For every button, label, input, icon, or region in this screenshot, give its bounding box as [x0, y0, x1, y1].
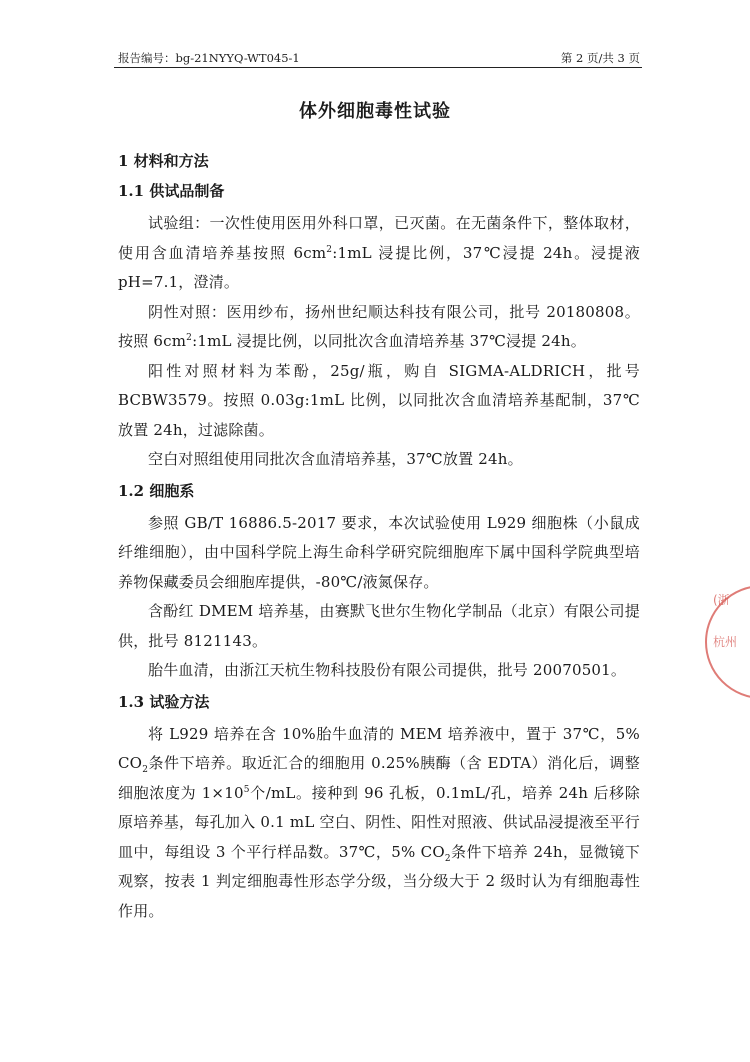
section-heading-1-2: 1.2 细胞系 [118, 481, 195, 500]
page-indicator: 第 2 页/共 3 页 [560, 51, 640, 65]
section-heading-1-1: 1.1 供试品制备 [118, 182, 225, 200]
paragraph-cell-line: 参照 GB/T 16886.5-2017 要求，本次试验使用 L929 细胞株（小鼠成纤维细胞），由中国科学院上海生命科学研究院细胞库下属中国科学院典型培养物保藏委员会细胞库提供，-80℃/液氮保存。 [118, 513, 640, 591]
paragraph-negative-control: 阴性对照：医用纱布，扬州世纪顺达科技有限公司，批号 20180808。按照 $6cm^2:1mL$ 浸提比例，以同批次含血清培养基 37℃浸提 24h。 [118, 302, 640, 350]
paragraph-blank-control: 空白对照组使用同批次含血清培养基，37℃放置 24h。 [148, 450, 523, 468]
header-divider [114, 67, 642, 68]
document-body [118, 149, 640, 926]
stamp-lettering: (浙 杭州 [713, 593, 738, 649]
paragraph-test-group: 试验组：一次性使用医用外科口罩，已灭菌。在无菌条件下，整体取材，使用含血清培养基按照 $6cm^2:1mL$ 浸提比例，37℃浸提 24h。浸提液 pH=7.1，澄清。 [118, 214, 640, 291]
section-heading-1-3: 1.3 试验方法 [118, 692, 210, 711]
document-title: 体外细胞毒性试验 [299, 101, 451, 122]
paragraph-positive-control: 阳性对照材料为苯酚，25g/瓶，购自 SIGMA-ALDRICH，批号 BCBW3579。按照 0.03g:1mL 比例，以同批次含血清培养基配制，37℃放置 24h，过滤除菌。 [118, 361, 640, 439]
section-heading-1: 1 材料和方法 [118, 152, 209, 170]
paragraph-serum: 胎牛血清，由浙江天杭生物科技股份有限公司提供，批号 20070501。 [148, 661, 627, 679]
paragraph-test-method: 将 L929 培养在含 10%胎牛血清的 MEM 培养液中，置于 37℃，5% $CO_2$条件下培养。取近汇合的细胞用 0.25%胰酶（含 EDTA）消化后，调整细胞浓度为 $1\times 10^5$个/mL。接种到 96 孔板，0.1mL/孔，培养 24h 后移除原培养基，每孔加入 0.1 mL 空白、阴性、阳性对照液、供试品浸提液至平行皿中，每组设 3 个平行样品数。37℃，5% $CO_2$条件下培养 24h，显微镜下观察，按表 1 判定细胞毒性形态学分级，当分级大于 2 级时认为有细胞毒性作用。 [118, 724, 641, 920]
report-number: 报告编号：bg-21NYYQ-WT045-1 [118, 51, 300, 65]
paragraph-medium: 含酚红 DMEM 培养基，由赛默飞世尔生物化学制品（北京）有限公司提供，批号 8121143。 [118, 602, 640, 650]
